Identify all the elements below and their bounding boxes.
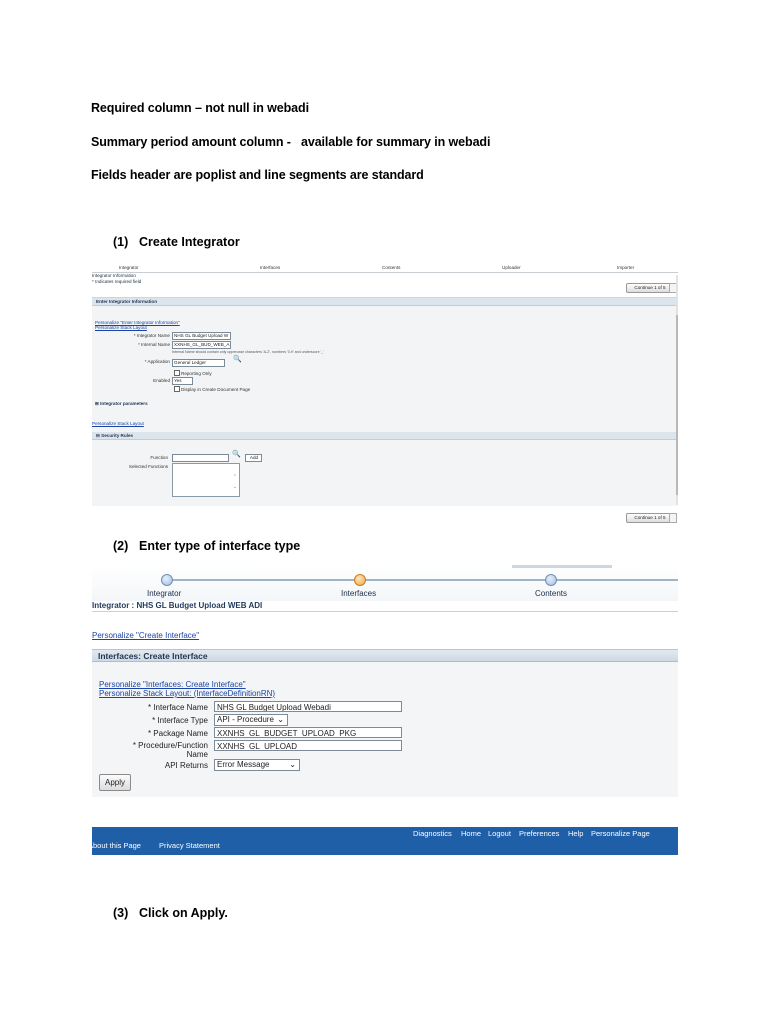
procedure-label-line2: Name — [186, 750, 208, 759]
train-step-uploader[interactable]: Uploader — [502, 265, 521, 270]
train-label-integrator[interactable]: Integrator — [147, 589, 182, 598]
note-summary-period: Summary period amount column - — [91, 135, 291, 149]
api-returns-value: Error Message — [217, 760, 270, 769]
step-number: (2) — [113, 539, 129, 553]
integrator-name-input[interactable]: NHS GL Budget Upload W — [172, 332, 231, 340]
personalize-stack-layout-link[interactable]: Personalize Stack Layout: (InterfaceDefinitionRN) — [99, 689, 276, 698]
footer-link-home[interactable]: Home — [461, 829, 482, 838]
internal-name-input[interactable]: XXNHS_GL_BUD_WEB_A — [174, 342, 230, 347]
train-dot-contents[interactable] — [545, 574, 557, 586]
step-text: Enter type of interface type — [139, 539, 301, 553]
step-1 — [113, 235, 240, 249]
scrollbar-thumb[interactable] — [676, 315, 678, 495]
reporting-only-checkbox[interactable] — [174, 370, 180, 376]
note-summary-available: available for summary in webadi — [301, 135, 491, 149]
function-label: Function — [150, 455, 168, 460]
step-number: (3) — [113, 906, 129, 920]
add-function-button[interactable]: Add — [245, 454, 262, 462]
internal-name-label: * Internal Name — [138, 342, 170, 347]
create-interface-screenshot — [88, 565, 678, 855]
procedure-function-input[interactable]: XXNHS_GL_UPLOAD — [214, 740, 402, 751]
divider — [92, 611, 678, 612]
chevron-down-icon: ⌄ — [289, 760, 296, 769]
chevron-down-icon: ⌄ — [277, 715, 284, 724]
train-label-interfaces[interactable]: Interfaces — [341, 589, 377, 598]
footer-link-diagnostics[interactable]: Diagnostics — [413, 829, 452, 838]
train-step-importer[interactable]: Importer — [617, 265, 635, 270]
personalize-stack-link[interactable]: Personalize Stack Layout — [95, 325, 147, 330]
integrator-information-title: Integrator Information — [92, 273, 136, 278]
integrator-panel — [92, 297, 676, 506]
selected-functions-list[interactable] — [172, 463, 240, 497]
interface-name-input[interactable]: NHS GL Budget Upload Webadi — [214, 701, 402, 712]
api-returns-label: API Returns — [164, 761, 208, 770]
interface-type-label: * Interface Type — [152, 716, 208, 725]
next-page-icon-bottom[interactable] — [669, 513, 677, 523]
personalize-stack-layout-link[interactable]: Personalize Stack Layout — [92, 421, 144, 426]
note-required-column: Required column – not null in webadi — [91, 101, 309, 115]
procedure-label-line1: * Procedure/Function — [132, 741, 208, 750]
footer-link-privacy[interactable]: Privacy Statement — [159, 841, 220, 850]
security-rules-header: ⊟ Security Rules — [92, 432, 676, 440]
reporting-only-label: Reporting Only — [181, 371, 212, 376]
personalize-create-interface-link[interactable]: Personalize "Create Interface" — [92, 631, 200, 640]
continue-button-bottom[interactable]: Continue 1 of 5 — [626, 513, 674, 523]
package-name-label: * Package Name — [147, 729, 208, 738]
train-step-contents[interactable]: Contents — [382, 265, 401, 270]
create-interface-panel — [92, 649, 678, 797]
enabled-label: Enabled — [153, 378, 170, 383]
create-integrator-screenshot — [92, 263, 678, 523]
package-name-input[interactable]: XXNHS_GL_BUDGET_UPLOAD_PKG — [214, 727, 402, 738]
note-fields-header: Fields header are poplist and line segments are standard — [91, 168, 424, 182]
procedure-function-label — [92, 741, 208, 759]
train-label-contents[interactable]: Contents — [535, 589, 568, 598]
interface-type-value: API - Procedure — [217, 715, 274, 724]
selected-functions-label: Selected Functions — [128, 464, 168, 469]
application-input[interactable]: General Ledger — [172, 359, 225, 367]
footer-link-help[interactable]: Help — [568, 829, 584, 838]
integrator-parameters-label: Integrator parameters — [100, 401, 148, 406]
section-header: Enter Integrator Information — [92, 298, 676, 306]
integrator-parameters-toggle[interactable]: ⊞ Integrator parameters — [95, 401, 148, 406]
interface-name-label: * Interface Name — [147, 703, 208, 712]
scroll-up-icon[interactable]: ⌃ — [232, 474, 237, 480]
display-create-checkbox[interactable] — [174, 386, 180, 392]
footer-link-preferences[interactable]: Preferences — [519, 829, 560, 838]
train-bar — [92, 263, 678, 273]
search-icon[interactable]: 🔍 — [233, 356, 242, 363]
function-input[interactable] — [172, 454, 229, 462]
api-returns-select[interactable] — [214, 759, 300, 771]
display-create-label: Display in Create Document Page — [181, 387, 251, 392]
panel-header: Interfaces: Create Interface — [92, 650, 678, 662]
integrator-name-label: * Integrator Name — [133, 333, 170, 338]
personalize-interfaces-link[interactable]: Personalize "Interfaces: Create Interface" — [99, 680, 246, 689]
application-label: * Application — [144, 359, 170, 364]
train-navigation — [92, 565, 678, 601]
personalize-integrator-link[interactable]: Personalize "Enter Integrator Information" — [95, 320, 180, 325]
footer-link-logout[interactable]: Logout — [488, 829, 511, 838]
function-search-icon[interactable]: 🔍 — [232, 451, 241, 458]
train-dot-interfaces[interactable] — [354, 574, 366, 586]
internal-name-hint: Internal Name should contain only uppercase characters 'A-Z', numbers '0-9' and underscore '_' — [172, 350, 324, 354]
step-text: Create Integrator — [139, 235, 240, 249]
integrator-name-heading: Integrator : NHS GL Budget Upload WEB ADI — [92, 601, 263, 610]
continue-button-top[interactable]: Continue 1 of 5 — [626, 283, 674, 293]
apply-button[interactable]: Apply — [99, 774, 131, 791]
footer-link-personalize-page[interactable]: Personalize Page — [591, 829, 650, 838]
security-rules-label: Security Rules — [101, 433, 134, 438]
footer-link-about[interactable]: About this Page — [88, 841, 141, 850]
train-step-interfaces[interactable]: Interfaces — [260, 265, 281, 270]
step-2 — [113, 539, 300, 553]
scroll-down-icon[interactable]: ⌄ — [232, 484, 237, 490]
step-text: Click on Apply. — [139, 906, 228, 920]
train-dot-integrator[interactable] — [161, 574, 173, 586]
train-step-integrator[interactable]: Integrator — [119, 265, 139, 270]
required-field-hint: * Indicates required field — [92, 279, 142, 284]
page-footer — [88, 827, 678, 855]
interface-type-select[interactable] — [214, 714, 288, 726]
step-3 — [113, 906, 228, 920]
train-decoration — [512, 565, 612, 568]
enabled-select[interactable]: Yes — [172, 377, 193, 385]
train-line — [166, 579, 678, 581]
step-number: (1) — [113, 235, 129, 249]
